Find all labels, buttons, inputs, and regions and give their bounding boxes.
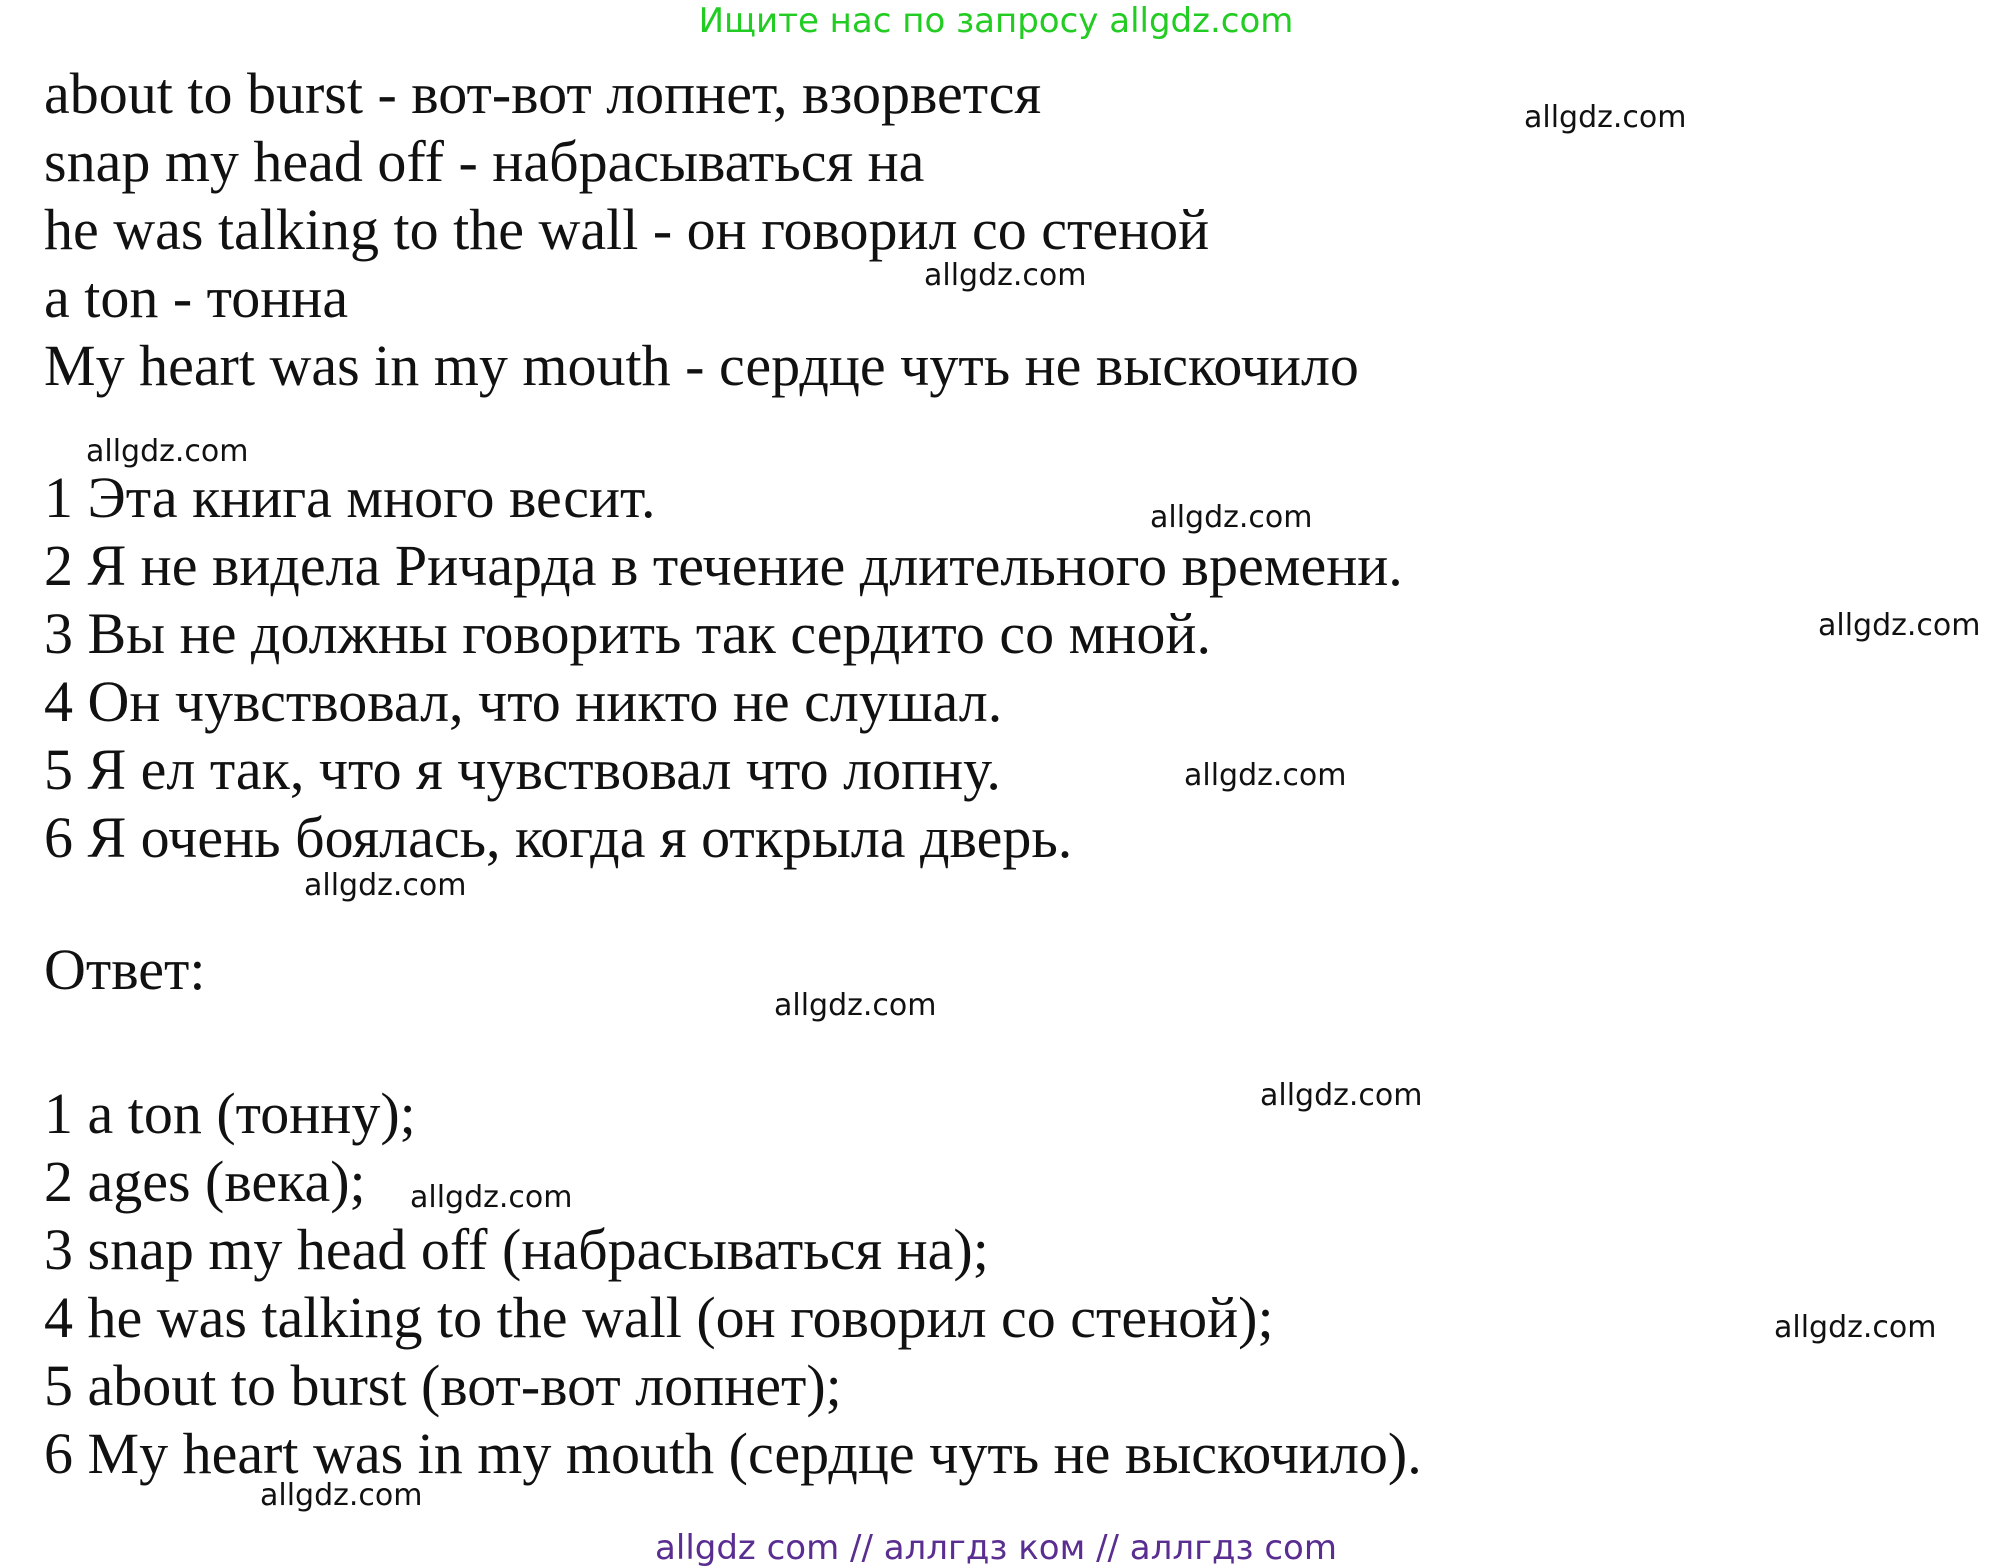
spacer <box>44 1004 1422 1080</box>
watermark: allgdz.com <box>304 868 467 903</box>
spacer <box>44 872 1422 936</box>
top-banner[interactable]: Ищите нас по запросу allgdz.com <box>698 1 1294 41</box>
answer-heading: Ответ: <box>44 937 206 1002</box>
vocabulary-item: snap my head off - набрасываться на <box>44 129 925 194</box>
translation-item: 3 Вы не должны говорить так сердито со мной. <box>44 601 1211 666</box>
answer-item: 2 ages (века); <box>44 1149 366 1214</box>
vocabulary-list <box>44 60 1422 400</box>
watermark: allgdz.com <box>1818 608 1981 643</box>
translation-item: 2 Я не видела Ричарда в течение длительного времени. <box>44 533 1403 598</box>
watermark: allgdz.com <box>1524 100 1687 135</box>
watermark: allgdz.com <box>1774 1310 1937 1345</box>
translation-item: 1 Эта книга много весит. <box>44 465 656 530</box>
vocabulary-item: My heart was in my mouth - сердце чуть не выскочило <box>44 333 1359 398</box>
bottom-banner[interactable]: allgdz com // аллгдз ком // аллгдз com <box>655 1528 1337 1568</box>
watermark: allgdz.com <box>774 988 937 1023</box>
spacer <box>44 400 1422 464</box>
answer-item: 6 My heart was in my mouth (сердце чуть не выскочило). <box>44 1421 1422 1486</box>
translation-item: 5 Я ел так, что я чувствовал что лопну. <box>44 737 1001 802</box>
vocabulary-item: about to burst - вот-вот лопнет, взорвется <box>44 61 1042 126</box>
translation-item: 6 Я очень боялась, когда я открыла дверь. <box>44 805 1073 870</box>
translation-item: 4 Он чувствовал, что никто не слушал. <box>44 669 1003 734</box>
watermark: allgdz.com <box>1184 758 1347 793</box>
vocabulary-item: a ton - тонна <box>44 265 349 330</box>
watermark: allgdz.com <box>1260 1078 1423 1113</box>
answer-item: 4 he was talking to the wall (он говорил со стеной); <box>44 1285 1274 1350</box>
vocabulary-item: he was talking to the wall - он говорил со стеной <box>44 197 1210 262</box>
watermark: allgdz.com <box>260 1478 423 1513</box>
watermark: allgdz.com <box>1150 500 1313 535</box>
answer-item: 5 about to burst (вот-вот лопнет); <box>44 1353 842 1418</box>
answer-list <box>44 1080 1422 1488</box>
answer-item: 1 a ton (тонну); <box>44 1081 416 1146</box>
watermark: allgdz.com <box>86 434 249 469</box>
watermark: allgdz.com <box>924 258 1087 293</box>
watermark: allgdz.com <box>410 1180 573 1215</box>
answer-item: 3 snap my head off (набрасываться на); <box>44 1217 989 1282</box>
